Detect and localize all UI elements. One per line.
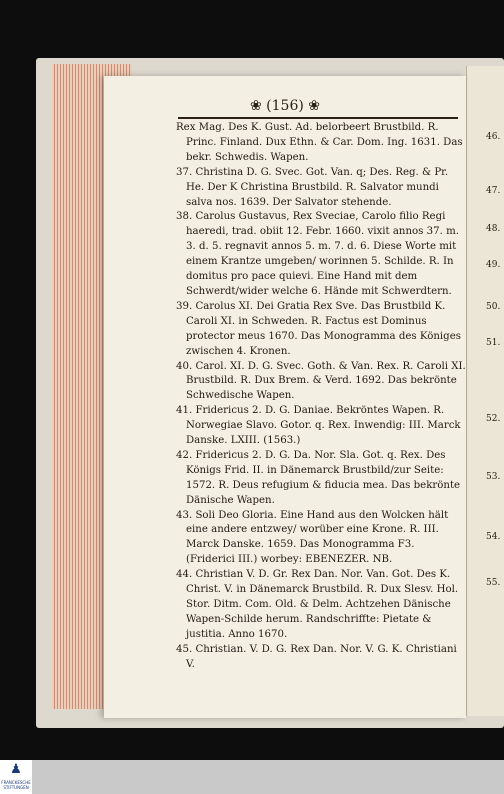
entry-list: [176, 121, 466, 673]
entry: Rex Mag. Des K. Gust. Ad. belorbeert Brustbild. R. Princ. Finland. Dux Ethn. & Car. Dom. Ing. 1631. Das bekr. Schwedis. Wapen.: [176, 122, 463, 163]
entry: 37. Christina D. G. Svec. Got. Van. q; Des. Reg. & Pr. He. Der K Christina Brustbild. R. Salvator mundi salva nos. 1639. Der Salvator stehende.: [176, 166, 449, 208]
margin-number: 51.: [486, 338, 501, 348]
margin-number: 53.: [486, 472, 501, 482]
margin-number: 49.: [486, 260, 501, 270]
entry: 40. Carol. XI. D. G. Svec. Goth. & Van. Rex. R. Caroli XI. Brustbild. R. Dux Brem. & Verd. 1692. Das bekrönte Schwedische Wapen.: [176, 360, 466, 402]
entry: 41. Fridericus 2. D. G. Daniae. Bekröntes Wapen. R. Norwegiae Slavo. Gotor. q. Rex. Inwendig: III. Marck Danske. LXIII. (1563.): [176, 405, 461, 447]
header-rule: [178, 117, 458, 119]
margin-number: 50.: [486, 302, 501, 312]
entry: 44. Christian V. D. Gr. Rex Dan. Nor. Van. Got. Des K. Christ. V. in Dänemarck Brustbild. R. Dux Slesv. Hol. Stor. Ditm. Com. Old. & Delm. Achtzehen Dänische Wapen-Schilde herum. Randschriffte: Pietate & justitia. Anno 1670.: [176, 569, 459, 640]
book-page: [104, 76, 466, 718]
margin-number: 46.: [486, 132, 501, 142]
entry: 38. Carolus Gustavus, Rex Sveciae, Carolo filio Regi haeredi, trad. obiit 12. Febr. 1660. vixit annos 37. m. 3. d. 5. regnavit annos 5. m. 7. d. 6. Diese Worte mit einem Krantze umgeben/ worinnen 5. Schilde. R. In domitus pro pace quievi. Eine Hand mit dem Schwerdt/wider welche 6. Hände mit Schwerdtern.: [176, 211, 459, 297]
margin-number: 48.: [486, 224, 501, 234]
entry: 42. Fridericus 2. D. G. Da. Nor. Sla. Got. q. Rex. Des Königs Frid. II. in Dänemarck Brustbild/zur Seite: 1572. R. Deus refugium & fiducia mea. Das bekrönte Dänische Wapen.: [176, 449, 461, 506]
entry: 43. Soli Deo Gloria. Eine Hand aus den Wolcken hält eine andere entzwey/ worüber eine Krone. R. III. Marck Danske. 1659. Das Monogramma F3. (Friderici III.) worbey: EBENEZER. NB.: [176, 509, 449, 566]
facing-page: [466, 66, 504, 716]
entry: 45. Christian. V. D. G. Rex Dan. Nor. V. G. K. Christiani V.: [176, 643, 457, 670]
figure-icon: ♟: [10, 762, 22, 777]
institution-logo[interactable]: [0, 760, 32, 794]
margin-number: 54.: [486, 532, 501, 542]
entry: 39. Carolus XI. Dei Gratia Rex Sve. Das Brustbild K. Caroli XI. in Schweden. R. Factus est Dominus protector meus 1670. Das Monogramma des Königes zwischen 4. Kronen.: [176, 300, 461, 357]
viewer-footer: [0, 760, 504, 794]
margin-number: 47.: [486, 186, 501, 196]
margin-number: 52.: [486, 414, 501, 424]
logo-text: FRANCKESCHE STIFTUNGEN: [1, 780, 31, 790]
page-number-header: ❀ (156) ❀: [249, 98, 320, 114]
margin-number: 55.: [486, 578, 501, 588]
